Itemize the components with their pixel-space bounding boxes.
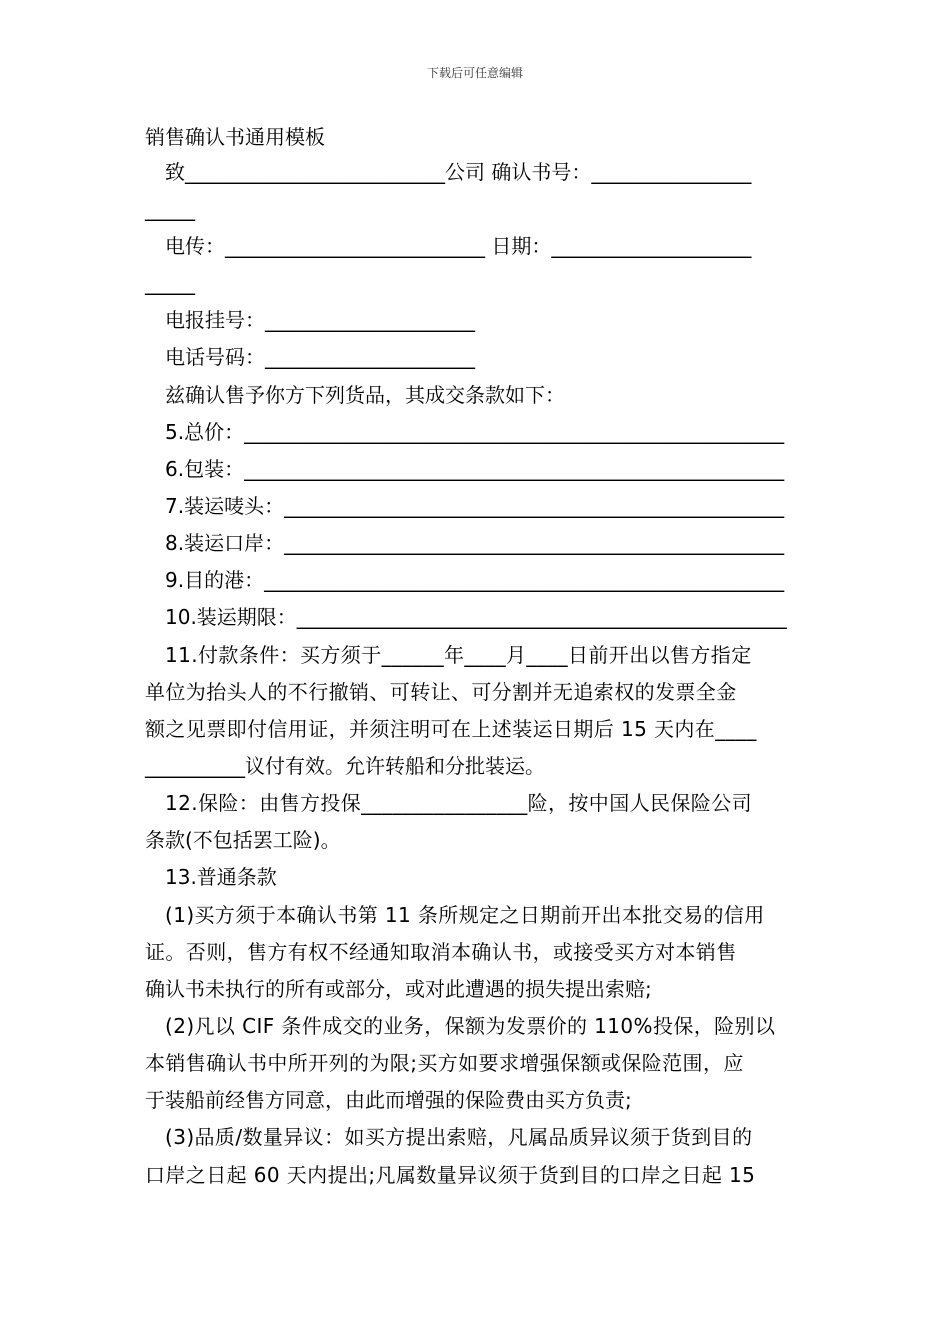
line-intro: 兹确认售予你方下列货品，其成交条款如下：	[165, 383, 565, 407]
line-shipment-period: 10.装运期限：_________________________________________________	[165, 605, 787, 629]
paragraph-insurance-line2: 条款(不包括罢工险)。	[145, 828, 341, 852]
line-telex-date: 电传：__________________________ 日期：____________________	[165, 234, 752, 258]
paragraph-insurance-line1: 12.保险：由售方投保________________险，按中国人民保险公司	[165, 791, 753, 815]
paragraph-payment-line2: 单位为抬头人的不行撤销、可转让、可分割并无追索权的发票全金	[145, 680, 737, 704]
line-destination: 9.目的港：____________________________________________________	[165, 568, 785, 592]
line-to-company: 致__________________________公司 确认书号：________________	[165, 160, 752, 184]
line-phone: 电话号码：_____________________	[165, 345, 475, 369]
term-2-line3: 于装船前经售方同意，由此而增强的保险费由买方负责;	[145, 1088, 632, 1112]
paragraph-payment-line1: 11.付款条件：买方须于______年____月____日前开出以售方指定	[165, 643, 752, 667]
paragraph-payment-line3: 额之见票即付信用证，并须注明可在上述装运日期后 15 天内在____	[145, 717, 757, 741]
line-marks: 7.装运唛头：__________________________________________________	[165, 494, 785, 518]
section-general-terms: 13.普通条款	[165, 865, 277, 889]
line-continuation: _____	[145, 197, 195, 221]
term-1-line3: 确认书未执行的所有或部分，或对此遭遇的损失提出索赔;	[145, 977, 652, 1001]
paragraph-payment-line4: __________议付有效。允许转船和分批装运。	[145, 754, 545, 778]
document-title: 销售确认书通用模板	[145, 125, 325, 149]
term-1-line1: (1)买方须于本确认书第 11 条所规定之日期前开出本批交易的信用	[165, 903, 765, 927]
line-total-price: 5.总价：______________________________________________________	[165, 420, 785, 444]
term-2-line1: (2)凡以 CIF 条件成交的业务，保额为发票价的 110%投保，险别以	[165, 1014, 776, 1038]
line-cable: 电报挂号：_____________________	[165, 308, 475, 332]
page-header: 下载后可任意编辑	[426, 66, 523, 80]
line-port-loading: 8.装运口岸：__________________________________________________	[165, 531, 785, 555]
term-3-line1: (3)品质/数量异议：如买方提出索赔，凡属品质异议须于货到目的	[165, 1125, 753, 1149]
term-1-line2: 证。否则，售方有权不经通知取消本确认书，或接受买方对本销售	[145, 940, 737, 964]
line-continuation: _____	[145, 271, 195, 295]
term-2-line2: 本销售确认书中所开列的为限;买方如要求增强保额或保险范围，应	[145, 1051, 744, 1075]
term-3-line2: 口岸之日起 60 天内提出;凡属数量异议须于货到目的口岸之日起 15	[145, 1163, 756, 1187]
line-packing: 6.包装：______________________________________________________	[165, 457, 785, 481]
